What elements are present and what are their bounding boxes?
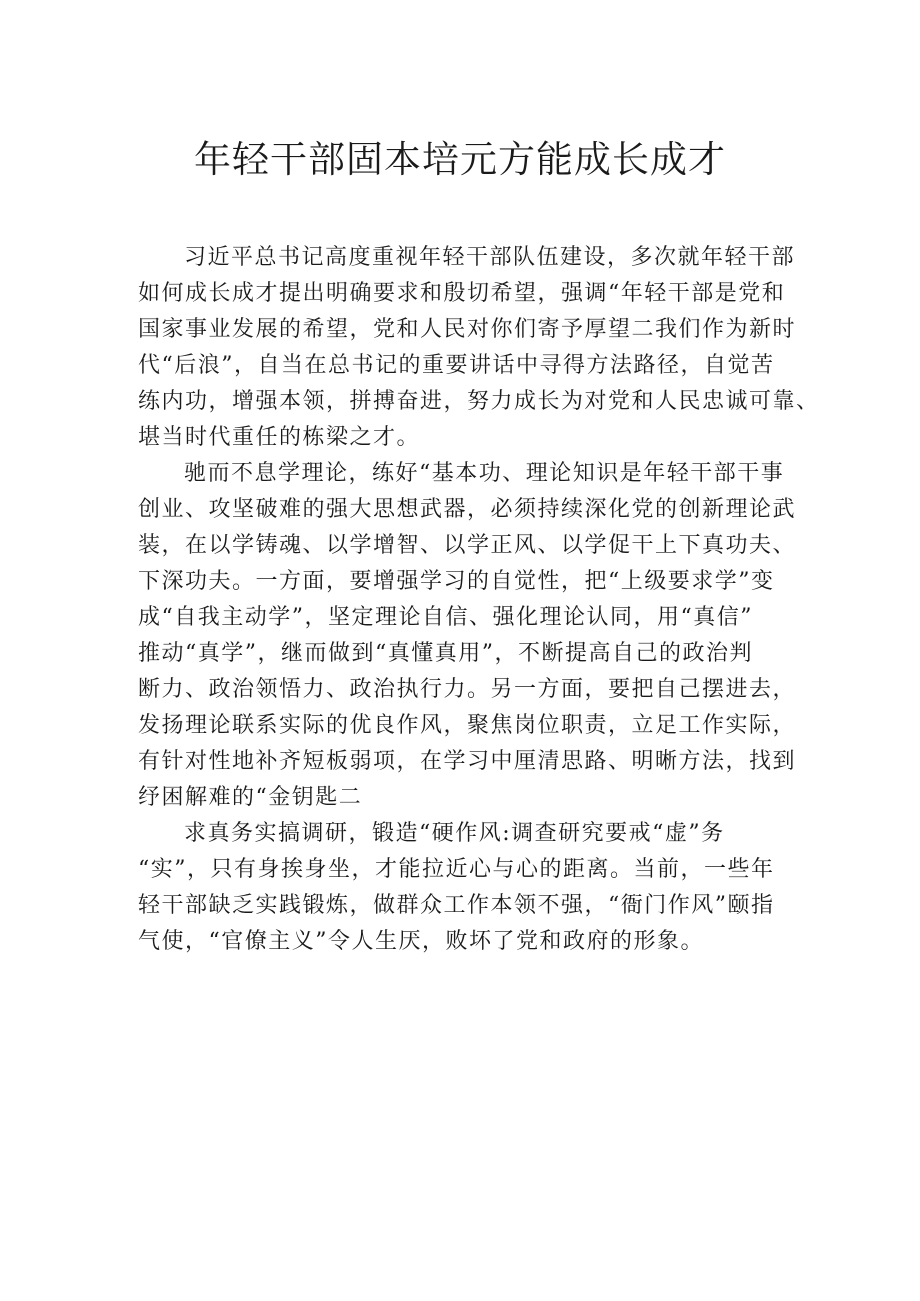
text-line: 驰而不息学理论，练好“基本功、理论知识是年轻干部干事 — [184, 461, 785, 486]
text-line: 有针对性地补齐短板弱项，在学习中厘清思路、明晰方法，找到 — [138, 749, 797, 774]
text-line: 气使，“官僚主义”令人生厌，败坏了党和政府的形象。 — [138, 929, 704, 954]
paragraph-2 — [138, 456, 798, 816]
text-line: 习近平总书记高度重视年轻干部队伍建设，多次就年轻干部 — [184, 245, 796, 270]
document-body — [138, 240, 820, 960]
text-line: 国家事业发展的希望，党和人民对你们寄予厚望二我们作为新时 — [138, 317, 797, 342]
text-line: 发扬理论联系实际的优良作风，聚焦岗位职责，立足工作实际， — [138, 713, 797, 738]
text-line: 推动“真学”，继而做到“真懂真用”，不断提高自己的政治判 — [138, 641, 753, 666]
text-line: 装，在以学铸魂、以学增智、以学正风、以学促干上下真功夫、 — [138, 533, 797, 558]
text-line: “实”，只有身挨身坐，才能拉近心与心的距离。当前，一些年 — [138, 857, 775, 882]
text-line: 求真务实搞调研，锻造“硬作风:调查研究要戒“虚”务 — [184, 821, 725, 846]
text-line: 轻干部缺乏实践锻炼，做群众工作本领不强，“衙门作风”颐指 — [138, 893, 775, 918]
text-line: 堪当时代重任的栋梁之才。 — [138, 425, 421, 450]
text-line: 练内功，增强本领，拼搏奋进，努力成长为对党和人民忠诚可靠、 — [138, 389, 820, 414]
text-line: 如何成长成才提出明确要求和殷切希望，强调“年轻干部是党和 — [138, 281, 786, 306]
page-title: 年轻干部固本培元方能成长成才 — [194, 138, 726, 181]
paragraph-1 — [138, 240, 820, 456]
text-line: 断力、政治领悟力、政治执行力。另一方面，要把自己摆进去， — [138, 677, 797, 702]
text-line: 下深功夫。一方面，要增强学习的自觉性，把“上级要求学”变 — [138, 569, 775, 594]
text-line: 创业、攻坚破难的强大思想武器，必须持续深化党的创新理论武 — [138, 497, 797, 522]
paragraph-3 — [138, 816, 798, 960]
text-line: 代“后浪”，自当在总书记的重要讲话中寻得方法路径，自觉苦 — [138, 353, 775, 378]
text-line: 纾困解难的“金钥匙二 — [138, 785, 363, 810]
text-line: 成“自我主动学”，坚定理论自信、强化理论认同，用“真信” — [138, 605, 753, 630]
